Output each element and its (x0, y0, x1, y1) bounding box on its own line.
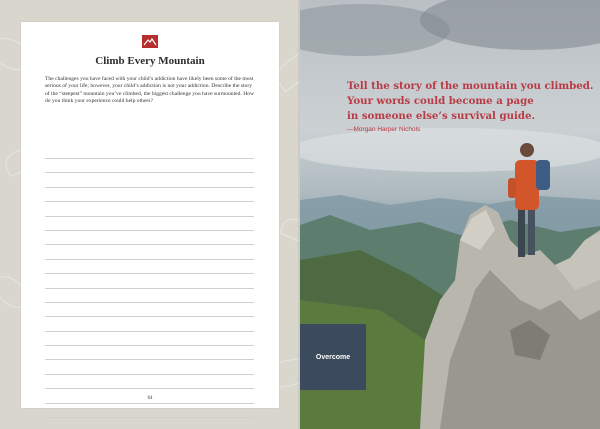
worksheet-title: Climb Every Mountain (95, 55, 205, 67)
writing-line (45, 374, 254, 375)
quote-attribution: —Morgan Harper Nichols (347, 126, 421, 133)
writing-line (45, 230, 254, 231)
writing-line (45, 345, 254, 346)
worksheet-prompt: The challenges you have faced with your child’s addiction have likely been some of the most serious of your life; however, your child’s addiction is not your addiction. Describe the story of the “steepest” mountain you’ve climbed, the biggest challenge you have surmounted. How do you think your experience could help others? (45, 76, 255, 105)
writing-line (45, 172, 254, 173)
writing-line (45, 403, 254, 404)
writing-lines (45, 158, 254, 429)
photo-page (300, 0, 600, 429)
quote-line: Your words could become a page (347, 95, 534, 107)
writing-line (45, 187, 254, 188)
writing-line (45, 158, 254, 159)
writing-line (45, 302, 254, 303)
writing-line (45, 273, 254, 274)
quote-text (347, 79, 594, 124)
writing-line (45, 288, 254, 289)
writing-line (45, 244, 254, 245)
writing-line (45, 216, 254, 217)
writing-line (45, 316, 254, 317)
page-number: 84 (147, 396, 153, 401)
writing-line (45, 259, 254, 260)
quote-line: in someone else’s survival guide. (347, 110, 536, 122)
writing-line (45, 201, 254, 202)
worksheet-card (21, 22, 279, 408)
writing-line (45, 359, 254, 360)
section-label-box (300, 324, 366, 390)
writing-line (45, 417, 254, 418)
writing-line (45, 388, 254, 389)
section-label: Overcome (315, 354, 351, 361)
mountain-icon (142, 35, 158, 48)
leaf-pattern (279, 215, 300, 246)
writing-line (45, 331, 254, 332)
quote-line: Tell the story of the mountain you climbed. (347, 80, 594, 92)
